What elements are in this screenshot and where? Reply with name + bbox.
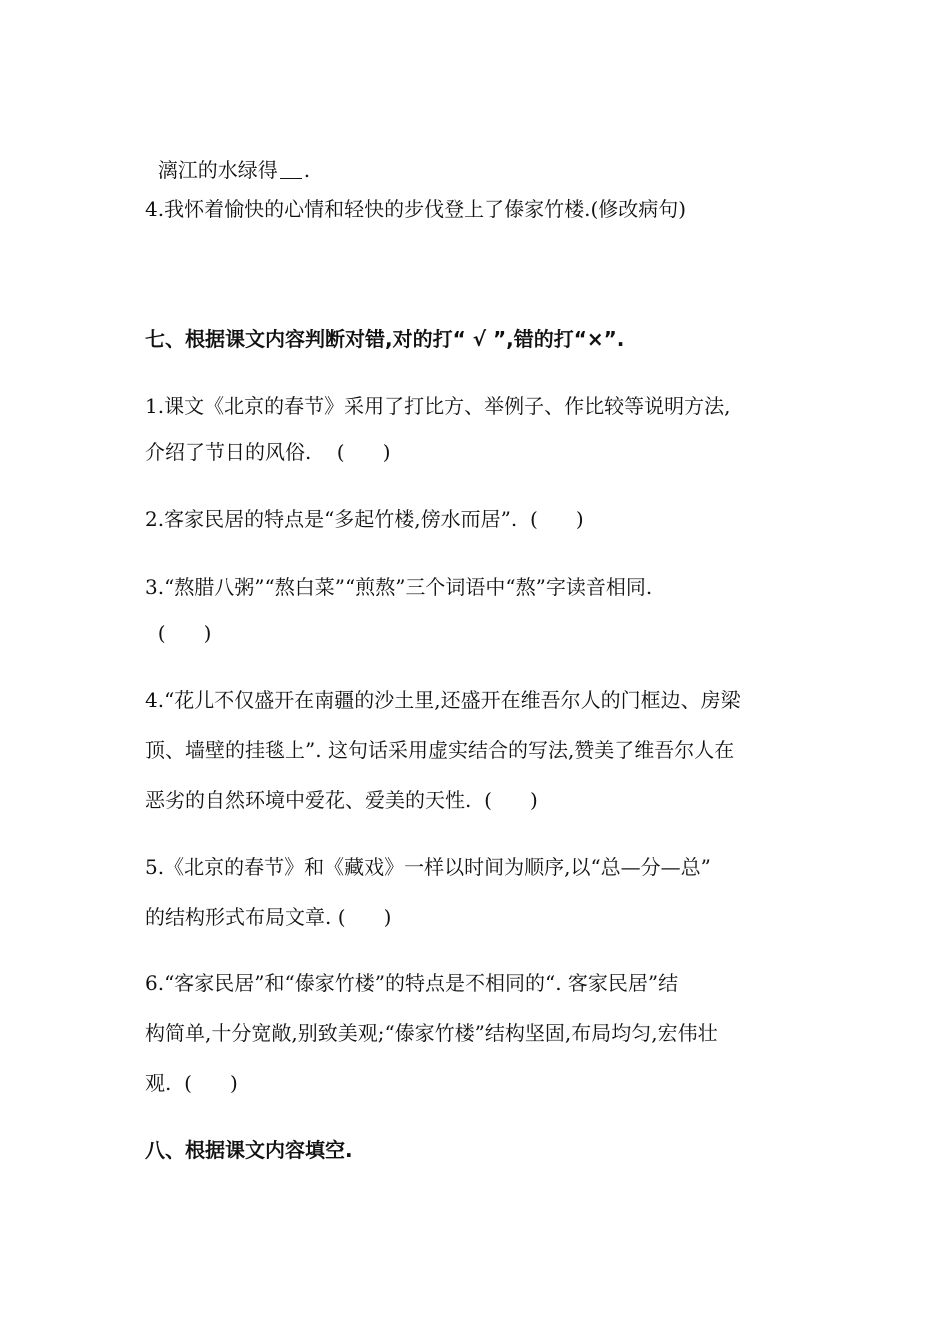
fill-blank[interactable] (280, 158, 302, 179)
s7-item-4-line-3: 恶劣的自然环境中爱花、爱美的天性. ( ) (145, 788, 538, 812)
continuation-text: 漓江的水绿得 (157, 158, 278, 182)
q4-fix-sentence: 4.我怀着愉快的心情和轻快的步伐登上了傣家竹楼.(修改病句) (145, 197, 687, 221)
s7-item-6-line-1: 6.“客家民居”和“傣家竹楼”的特点是不相同的“. 客家民居”结 (145, 971, 679, 995)
s7-item-6-line-2: 构简单,十分宽敞,别致美观;“傣家竹楼”结构坚固,布局均匀,宏伟壮 (145, 1021, 718, 1045)
s7-item-5-line-2: 的结构形式布局文章. ( ) (145, 905, 392, 929)
s7-item-1-line-2: 介绍了节日的风俗. ( ) (145, 440, 391, 464)
section8-heading: 八、根据课文内容填空. (145, 1138, 353, 1162)
continuation-period: . (303, 158, 311, 182)
s7-item-6-line-3: 观. ( ) (145, 1071, 238, 1095)
s7-item-4-line-2: 顶、墙壁的挂毯上”. 这句话采用虚实结合的写法,赞美了维吾尔人在 (145, 738, 735, 762)
section7-heading: 七、根据课文内容判断对错,对的打“ √ ”,错的打“×”. (145, 327, 625, 351)
s7-item-4-line-1: 4.“花儿不仅盛开在南疆的沙土里,还盛开在维吾尔人的门框边、房梁 (145, 688, 741, 712)
s7-item-5-line-1: 5.《北京的春节》和《藏戏》一样以时间为顺序,以“总—分—总” (145, 855, 711, 879)
s7-item-2-line-1: 2.客家民居的特点是“多起竹楼,傍水而居”. ( ) (145, 507, 584, 531)
continuation-line (145, 128, 310, 184)
s7-item-3-line-2: ( ) (145, 621, 212, 645)
s7-item-1-line-1: 1.课文《北京的春节》采用了打比方、举例子、作比较等说明方法, (145, 394, 731, 418)
s7-item-3-line-1: 3.“熬腊八粥”“熬白菜”“煎熬”三个词语中“熬”字读音相同. (145, 575, 653, 599)
